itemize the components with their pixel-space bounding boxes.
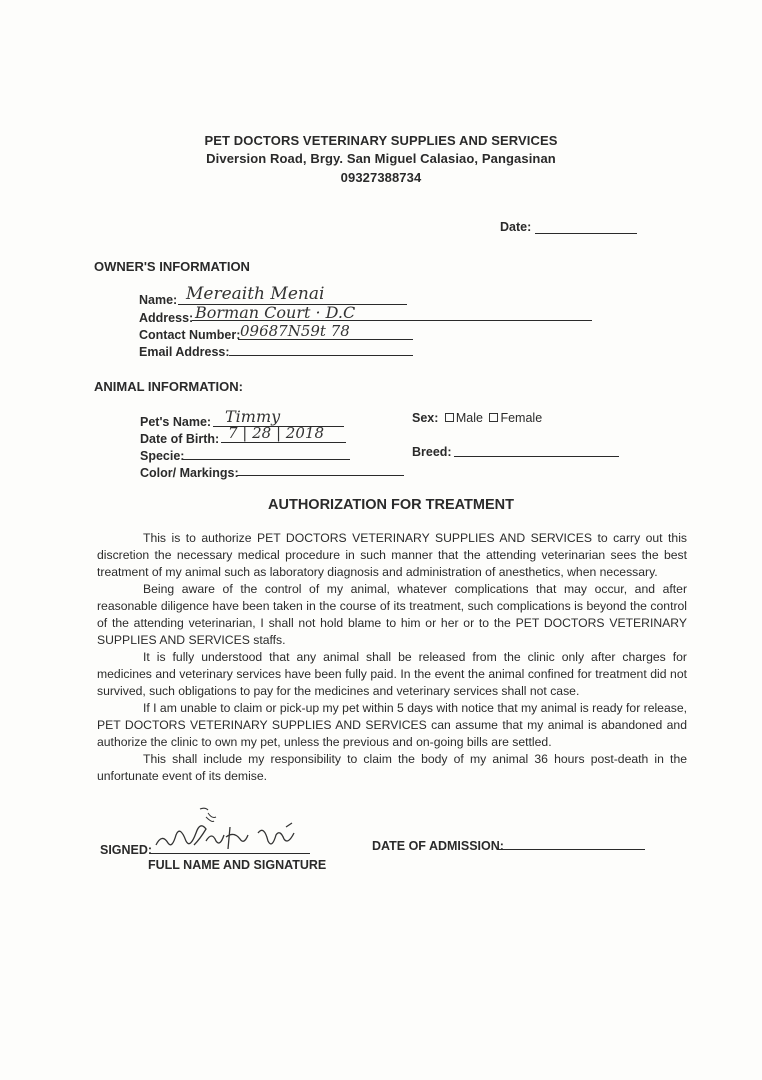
owner-name-value: Mereaith Menai xyxy=(186,284,325,304)
sex-label: Sex: xyxy=(412,411,439,425)
breed-field[interactable] xyxy=(454,456,619,457)
pet-name-value: Timmy xyxy=(225,407,281,426)
specie-label: Specie: xyxy=(140,449,185,463)
color-markings-label: Color/ Markings: xyxy=(140,466,239,480)
specie-field[interactable] xyxy=(182,459,350,460)
contact-number-value: 09687N59t 78 xyxy=(240,322,350,340)
company-phone: 09327388734 xyxy=(340,170,422,185)
color-markings-field[interactable] xyxy=(237,475,404,476)
email-label: Email Address: xyxy=(139,345,230,359)
signature-caption: FULL NAME AND SIGNATURE xyxy=(148,858,327,872)
dob-field[interactable] xyxy=(221,442,346,443)
owner-section-title: OWNER'S INFORMATION xyxy=(94,259,250,274)
contact-number-label: Contact Number: xyxy=(139,328,241,342)
company-address: Diversion Road, Brgy. San Miguel Calasiao, Pangasinan xyxy=(206,151,556,166)
authorization-paragraph: Being aware of the control of my animal, whatever complications that may occur, and after reasonable diligence have been taken in the course of its treatment, such complications is beyond the control of the attending veterinarian, I shall not hold blame to him or her or to the PET DOCTORS VETERINARY SUPPLIES AND SERVICES staffs. xyxy=(97,582,687,647)
dob-value: 7 | 28 | 2018 xyxy=(228,424,324,442)
email-field[interactable] xyxy=(229,355,413,356)
male-checkbox[interactable] xyxy=(445,413,454,422)
pet-name-label: Pet's Name: xyxy=(140,415,212,429)
signed-label: SIGNED: xyxy=(100,843,153,857)
authorization-paragraph: If I am unable to claim or pick-up my pet within 5 days with notice that my animal is ready for release, PET DOCTORS VETERINARY SUPPLIES AND SERVICES can assume that my animal is abandoned and authorize the clinic to own my pet, unless the previous and on-going bills are settled. xyxy=(97,701,687,749)
authorization-body xyxy=(97,530,687,785)
dob-label: Date of Birth: xyxy=(140,432,220,446)
breed-label: Breed: xyxy=(412,445,452,459)
authorization-paragraph: It is fully understood that any animal shall be released from the clinic only after charges for medicines and veterinary services have been fully paid. In the event the animal confined for treatment did not survived, such obligations to pay for the medicines and veterinary services shall not case. xyxy=(97,650,687,698)
date-label: Date: xyxy=(500,220,532,234)
sex-row xyxy=(412,411,542,425)
date-of-admission-field[interactable] xyxy=(498,849,645,850)
owner-name-label: Name: xyxy=(139,293,178,307)
company-name: PET DOCTORS VETERINARY SUPPLIES AND SERVICES xyxy=(204,133,558,148)
animal-section-title: ANIMAL INFORMATION: xyxy=(94,379,243,394)
female-label: Female xyxy=(500,411,543,425)
owner-address-label: Address: xyxy=(139,311,194,325)
handwritten-signature xyxy=(148,805,308,855)
female-checkbox[interactable] xyxy=(489,413,498,422)
authorization-title: AUTHORIZATION FOR TREATMENT xyxy=(268,497,514,513)
date-field[interactable] xyxy=(535,233,637,234)
owner-address-value: Borman Court · D.C xyxy=(195,303,356,322)
authorization-paragraph: This is to authorize PET DOCTORS VETERINARY SUPPLIES AND SERVICES to carry out this discretion the necessary medical procedure in such manner that the attending veterinarian sees the best treatment of my animal such as laboratory diagnosis and administration of anesthetics, when necessary. xyxy=(97,531,687,579)
male-label: Male xyxy=(455,411,483,425)
authorization-paragraph: This shall include my responsibility to claim the body of my animal 36 hours post-death in the unfortunate event of its demise. xyxy=(97,752,687,783)
date-of-admission-label: DATE OF ADMISSION: xyxy=(372,839,504,853)
